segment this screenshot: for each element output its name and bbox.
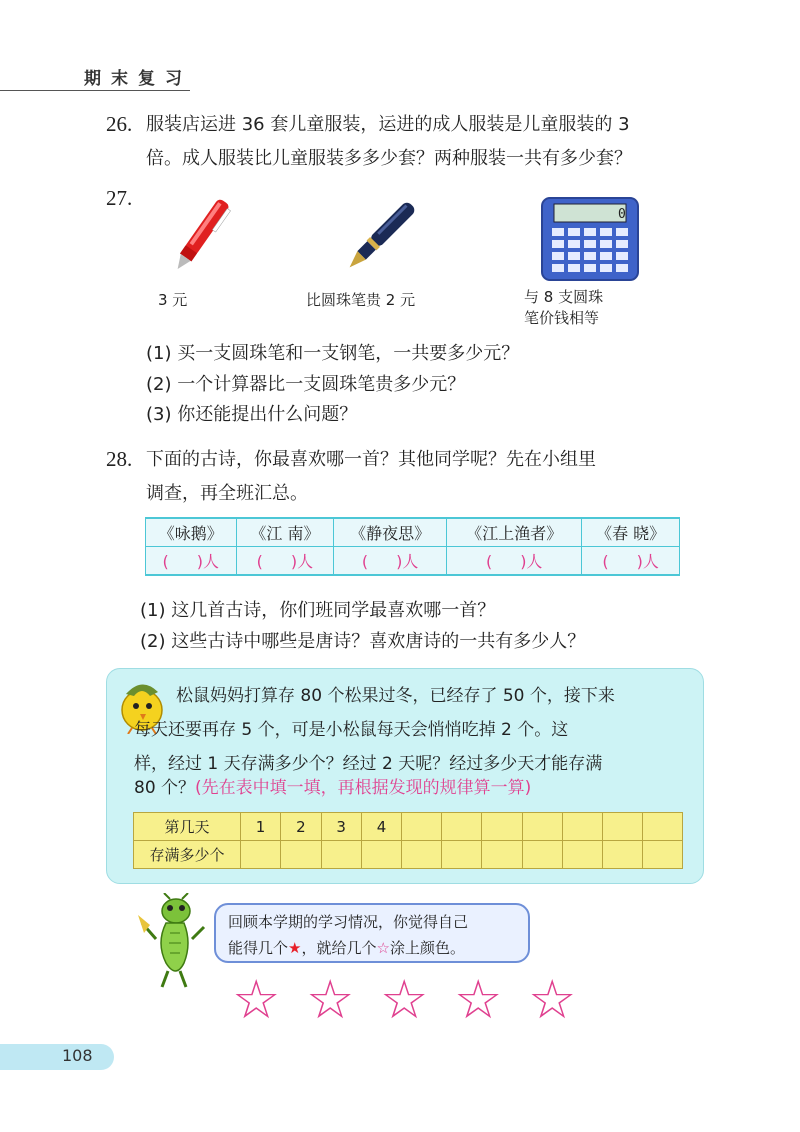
poem-count-blank[interactable]: ( )人: [447, 547, 582, 576]
day-cell[interactable]: [562, 813, 602, 841]
amount-cell[interactable]: [562, 841, 602, 869]
squirrel-line4: 80 个？(先在表中填一填，再根据发现的规律算一算): [134, 778, 532, 798]
q28-line2: 调查，再全班汇总。: [146, 483, 308, 504]
day-cell[interactable]: [602, 813, 642, 841]
poem-title-row: [146, 518, 680, 547]
fountain-pen-icon: [335, 192, 425, 282]
review-speech-bubble: [214, 903, 530, 963]
day-cell: 4: [361, 813, 401, 841]
amount-cell[interactable]: [240, 841, 280, 869]
poem-title: 《江上渔者》: [447, 518, 582, 547]
grasshopper-mascot-icon: [136, 893, 212, 989]
q26-line1: 服装店运进 36 套儿童服装，运进的成人服装是儿童服装的 3: [146, 114, 630, 135]
squirrel-hint: (先在表中填一填，再根据发现的规律算一算): [195, 778, 532, 798]
amount-cell[interactable]: [361, 841, 401, 869]
poem-title: 《咏鹅》: [146, 518, 237, 547]
review-line2: 能得几个★，就给几个☆涂上颜色。: [228, 939, 465, 957]
q26-number: 26.: [106, 112, 133, 136]
rating-star-icon[interactable]: ☆: [306, 968, 355, 1031]
squirrel-days-table: [133, 812, 683, 869]
ballpoint-pen-price: 3 元: [158, 291, 188, 309]
poem-count-blank[interactable]: ( )人: [334, 547, 447, 576]
review-line1: 回顾本学期的学习情况，你觉得自己: [228, 913, 469, 931]
rating-star-icon[interactable]: ☆: [232, 968, 281, 1031]
amount-row-label: 存满多少个: [134, 841, 241, 869]
q27-number: 27.: [106, 186, 133, 210]
amount-cell[interactable]: [482, 841, 522, 869]
q27-sub1: (1) 买一支圆珠笔和一支钢笔，一共要多少元？: [146, 343, 520, 364]
poem-count-row: [146, 547, 680, 576]
fountain-pen-price: 比圆珠笔贵 2 元: [306, 291, 416, 309]
day-cell[interactable]: [402, 813, 442, 841]
rating-star-icon[interactable]: ☆: [454, 968, 503, 1031]
amount-cell[interactable]: [642, 841, 682, 869]
day-cell[interactable]: [482, 813, 522, 841]
amount-cell[interactable]: [321, 841, 361, 869]
poem-title: 《春 晓》: [582, 518, 680, 547]
poem-count-blank[interactable]: ( )人: [146, 547, 237, 576]
header-rule: [0, 90, 190, 91]
rating-star-icon[interactable]: ☆: [528, 968, 577, 1031]
squirrel-line3: 样，经过 1 天存满多少个？经过 2 天呢？经过多少天才能存满: [134, 754, 603, 774]
day-cell: 1: [240, 813, 280, 841]
amount-cell[interactable]: [522, 841, 562, 869]
day-cell[interactable]: [642, 813, 682, 841]
poem-title: 《江 南》: [236, 518, 334, 547]
poem-count-blank[interactable]: ( )人: [236, 547, 334, 576]
poem-title: 《静夜思》: [334, 518, 447, 547]
page-number-tab: [0, 1044, 114, 1070]
page-number: 108: [62, 1046, 93, 1065]
poem-count-blank[interactable]: ( )人: [582, 547, 680, 576]
q28-sub2: (2) 这些古诗中哪些是唐诗？喜欢唐诗的一共有多少人？: [140, 631, 586, 652]
squirrel-line1: 松鼠妈妈打算存 80 个松果过冬，已经存了 50 个，接下来: [176, 686, 615, 706]
empty-star-icon: ☆: [376, 939, 390, 957]
q28-number: 28.: [106, 447, 133, 471]
rating-star-icon[interactable]: ☆: [380, 968, 429, 1031]
amount-cell[interactable]: [281, 841, 321, 869]
ballpoint-pen-icon: [160, 192, 240, 282]
section-title: 期末复习: [84, 69, 192, 89]
squirrel-line2: 每天还要再存 5 个，可是小松鼠每天会悄悄吃掉 2 个。这: [134, 720, 569, 740]
days-row-label: 第几天: [134, 813, 241, 841]
q26-line2: 倍。成人服装比儿童服装多多少套？两种服装一共有多少套？: [146, 148, 632, 169]
amount-cell[interactable]: [402, 841, 442, 869]
calculator-price-line1: 与 8 支圆珠: [524, 288, 604, 306]
poem-survey-table: [145, 517, 680, 576]
svg-text:0: 0: [618, 207, 626, 222]
amount-row: [134, 841, 683, 869]
amount-cell[interactable]: [602, 841, 642, 869]
day-cell[interactable]: [522, 813, 562, 841]
amount-cell[interactable]: [442, 841, 482, 869]
day-cell: 3: [321, 813, 361, 841]
day-cell[interactable]: [442, 813, 482, 841]
day-cell: 2: [281, 813, 321, 841]
q27-sub3: (3) 你还能提出什么问题？: [146, 404, 358, 425]
calculator-price-line2: 笔价钱相等: [524, 309, 600, 327]
q27-sub2: (2) 一个计算器比一支圆珠笔贵多少元？: [146, 374, 466, 395]
q28-sub1: (1) 这几首古诗，你们班同学最喜欢哪一首？: [140, 600, 496, 621]
q28-line1: 下面的古诗，你最喜欢哪一首？其他同学呢？先在小组里: [146, 449, 596, 470]
filled-star-icon: ★: [288, 939, 302, 957]
calculator-icon: [540, 196, 640, 282]
days-row: [134, 813, 683, 841]
